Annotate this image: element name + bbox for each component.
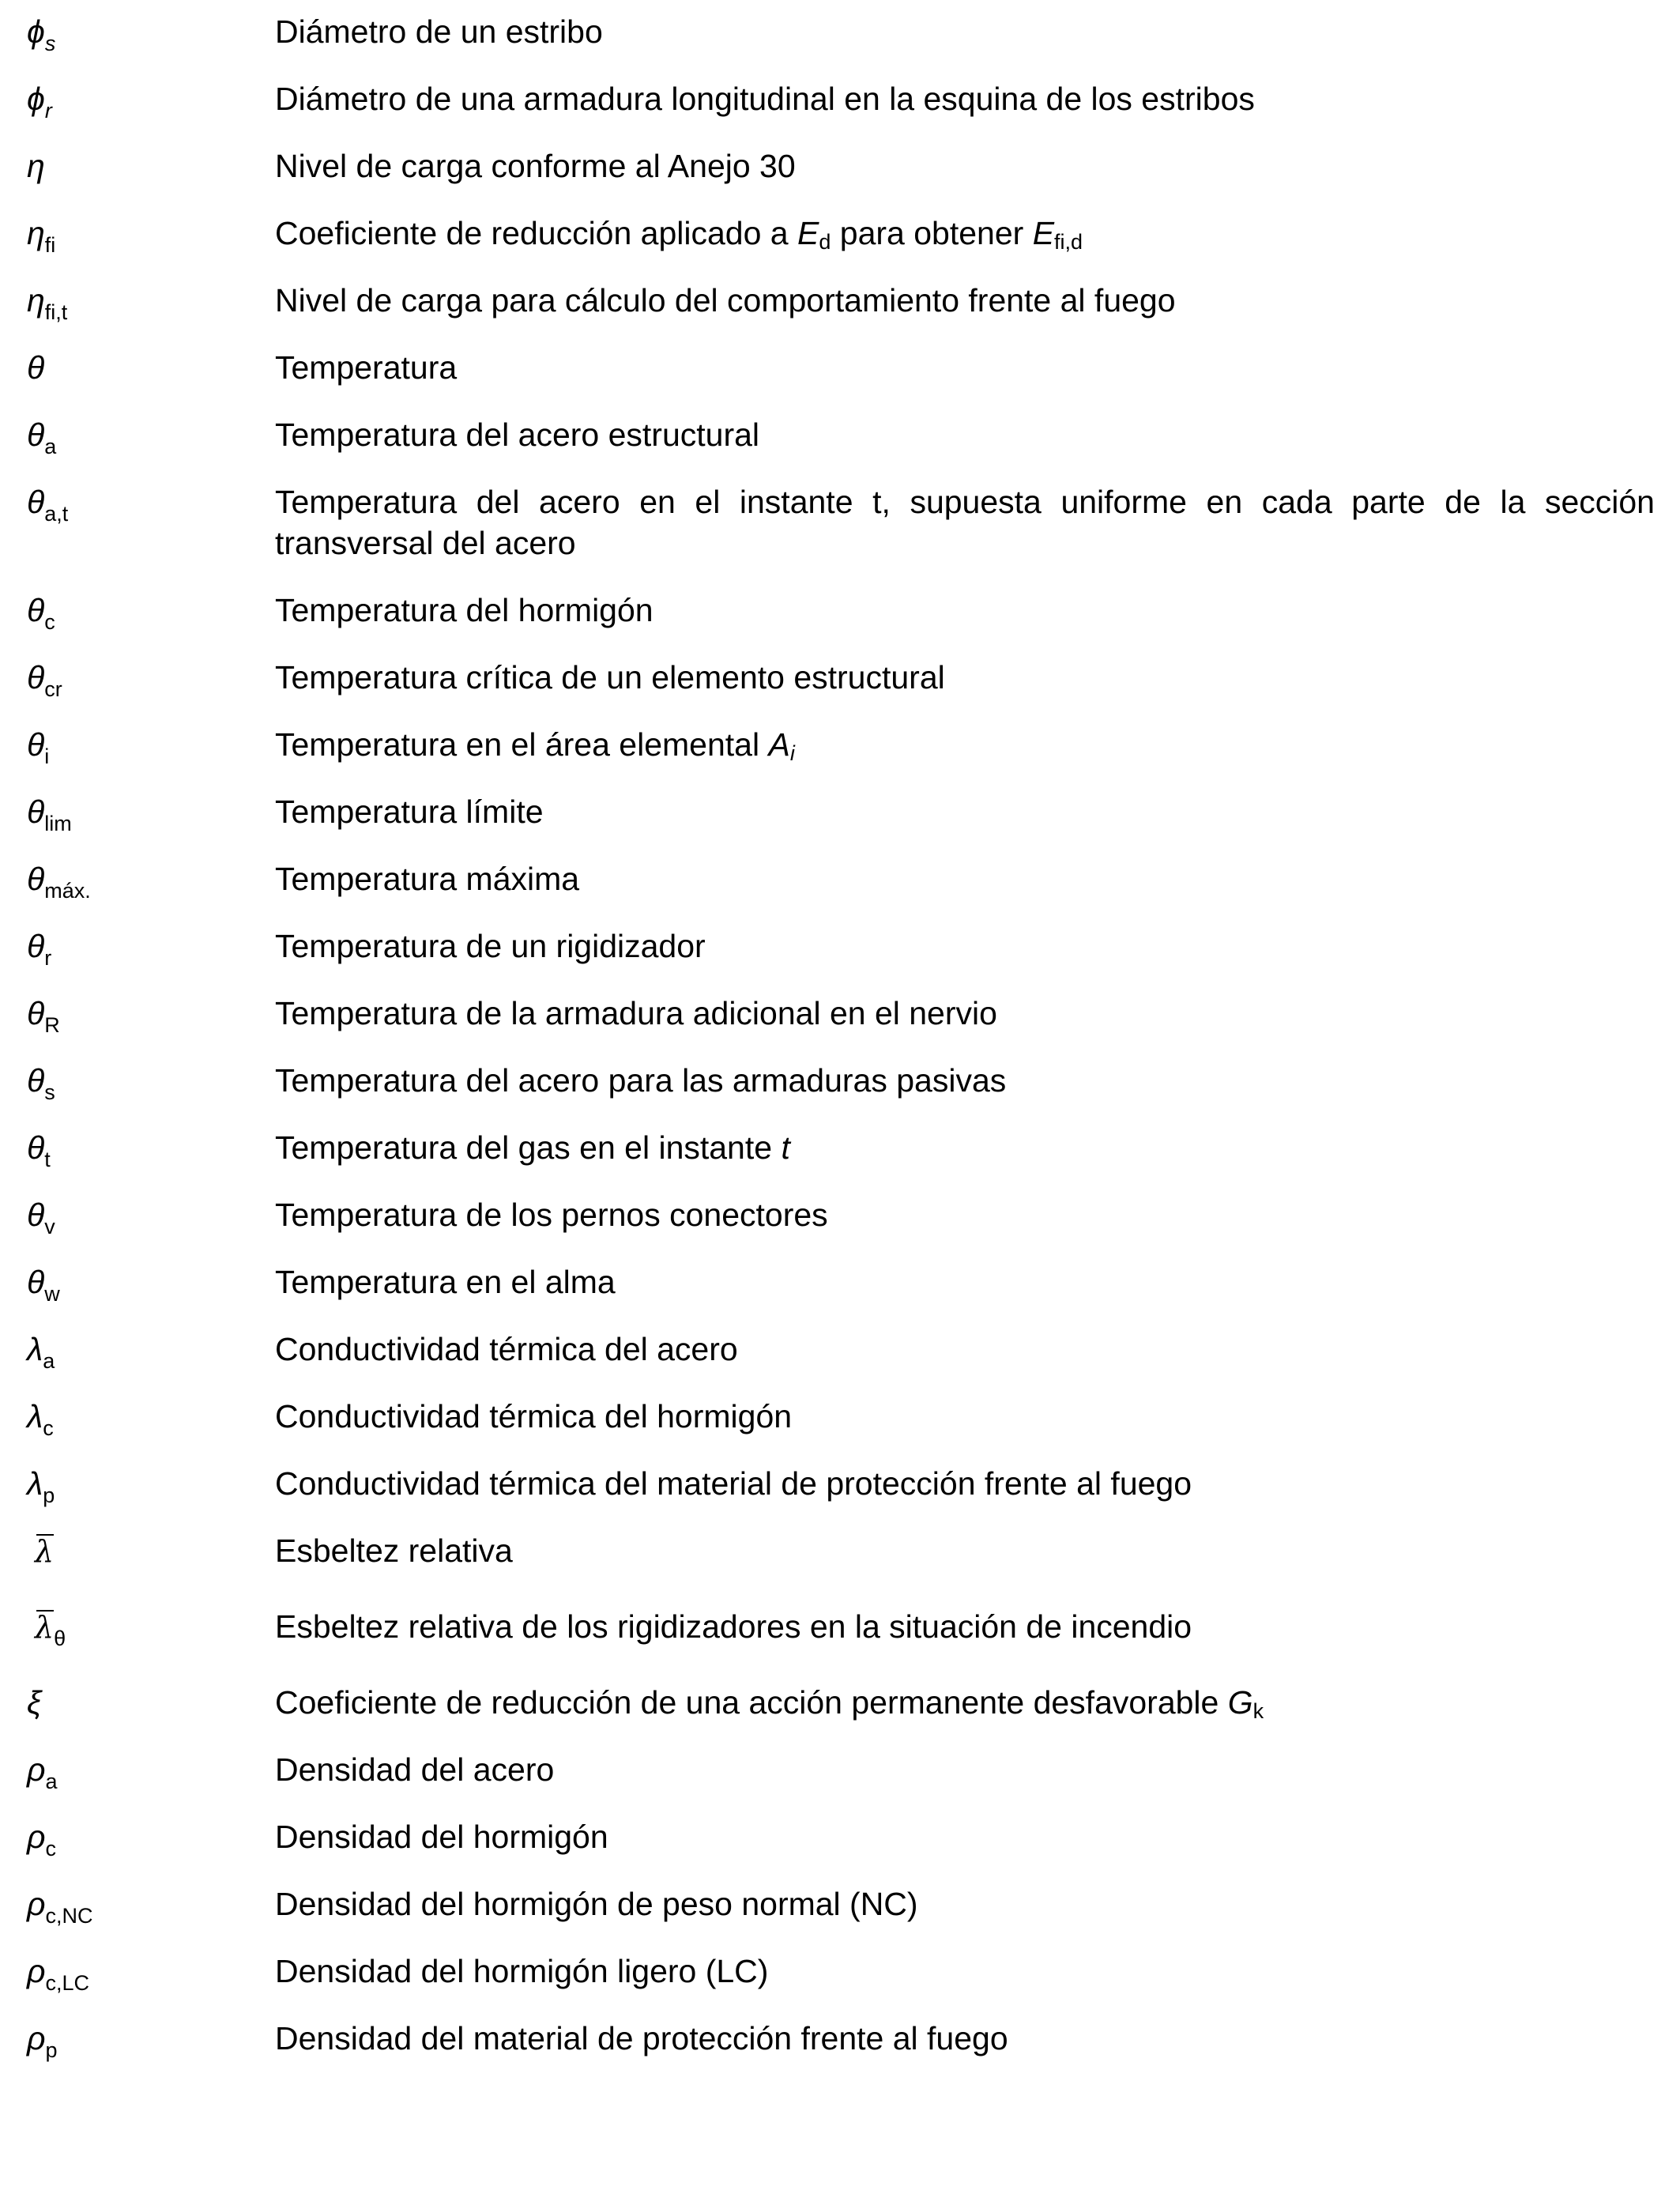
- symbol-row: [27, 858, 1655, 925]
- symbol-row: [27, 1530, 1655, 1606]
- symbol: $\theta_r$: [27, 928, 52, 970]
- symbol-description: Coeficiente de reducción aplicado a $E_d$ para obtener $E_{fi,d}$: [275, 215, 1083, 254]
- symbol: $\rho_{c,NC}$: [27, 1886, 93, 1928]
- symbol: $\eta_{fi,t}$: [27, 282, 68, 324]
- symbol-description: Temperatura en el alma: [275, 1264, 616, 1300]
- symbol-row: [27, 1261, 1655, 1329]
- symbol-description: Nivel de carga conforme al Anejo 30: [275, 148, 796, 184]
- symbol-row: [27, 993, 1655, 1060]
- symbol-row: [27, 1951, 1655, 2018]
- symbol-description: Conductividad térmica del acero: [275, 1331, 738, 1367]
- symbol-row: [27, 414, 1655, 481]
- symbol-description: Temperatura del hormigón: [275, 592, 654, 628]
- symbol-row: [27, 1396, 1655, 1463]
- symbol-description: Nivel de carga para cálculo del comportamiento frente al fuego: [275, 282, 1176, 319]
- symbol-row: [27, 1816, 1655, 1883]
- symbol: ξ: [27, 1684, 42, 1721]
- symbol-description: Esbeltez relativa: [275, 1532, 513, 1569]
- symbol-row: [27, 1127, 1655, 1194]
- symbol: $\theta_w$: [27, 1264, 60, 1306]
- lambda-bar-symbol: λ: [35, 1607, 54, 1648]
- symbol: $\theta_c$: [27, 592, 55, 634]
- symbol-row: [27, 1682, 1655, 1749]
- symbol: $\theta_{cr}$: [27, 659, 62, 701]
- symbol-row: [27, 724, 1655, 791]
- symbol-row: [27, 657, 1655, 724]
- symbol: $\lambda_c$: [27, 1398, 54, 1440]
- symbol: η: [27, 148, 45, 184]
- symbol-description: Temperatura crítica de un elemento estructural: [275, 659, 945, 696]
- symbol-description: Temperatura de un rigidizador: [275, 928, 706, 964]
- symbol-description: Diámetro de una armadura longitudinal en la esquina de los estribos: [275, 81, 1255, 117]
- symbol-description: Densidad del hormigón: [275, 1819, 608, 1855]
- symbol: [27, 1530, 275, 1572]
- symbol: $\theta_s$: [27, 1062, 55, 1104]
- symbol-description: Temperatura del acero para las armaduras pasivas: [275, 1062, 1007, 1099]
- symbol-description: Densidad del hormigón ligero (LC): [275, 1953, 769, 1989]
- symbol-description: Temperatura de los pernos conectores: [275, 1197, 828, 1233]
- symbol-description: Densidad del material de protección frente al fuego: [275, 2020, 1008, 2056]
- symbol-row: [27, 2018, 1655, 2085]
- symbol: $\theta_{máx.}$: [27, 861, 91, 903]
- symbol: $\rho_a$: [27, 1751, 58, 1793]
- symbol-description: Temperatura en el área elemental $A_i$: [275, 726, 795, 765]
- symbol-description: Diámetro de un estribo: [275, 13, 603, 50]
- symbol: $\theta_{a,t}$: [27, 484, 69, 526]
- symbol-row: [27, 213, 1655, 280]
- symbol-row: [27, 1463, 1655, 1530]
- symbol: $\rho_c$: [27, 1819, 56, 1860]
- symbol: θ: [27, 349, 45, 386]
- symbol-row: [27, 1194, 1655, 1261]
- symbol: $\theta_v$: [27, 1197, 55, 1238]
- symbol-description: Temperatura del gas en el instante t: [275, 1129, 790, 1166]
- symbol-description: Temperatura máxima: [275, 861, 580, 897]
- symbol-row: [27, 11, 1655, 78]
- symbol: $\rho_p$: [27, 2020, 58, 2062]
- symbol: $\theta_i$: [27, 726, 50, 768]
- symbol: $\theta_R$: [27, 995, 60, 1037]
- symbol-description: Conductividad térmica del hormigón: [275, 1398, 793, 1434]
- symbol-description: Esbeltez relativa de los rigidizadores en la situación de incendio: [275, 1608, 1192, 1645]
- symbol: $\theta_a$: [27, 417, 57, 458]
- symbol-description: Temperatura límite: [275, 794, 544, 830]
- symbol-description: Temperatura del acero en el instante t, supuesta uniforme en cada parte de la sección transversal del acero: [275, 484, 1655, 561]
- symbol-row: [27, 925, 1655, 993]
- symbol-row: [27, 1606, 1655, 1682]
- symbol-description: Temperatura del acero estructural: [275, 417, 760, 453]
- symbol-description: Temperatura: [275, 349, 458, 386]
- symbol-row: [27, 791, 1655, 858]
- symbol-row: [27, 481, 1655, 590]
- symbol-description: Conductividad térmica del material de protección frente al fuego: [275, 1465, 1192, 1502]
- symbol-row: [27, 1329, 1655, 1396]
- symbol: $\theta_t$: [27, 1129, 51, 1171]
- symbol-row: [27, 1883, 1655, 1951]
- symbol-row: [27, 145, 1655, 213]
- symbol-description: Coeficiente de reducción de una acción permanente desfavorable $G_k$: [275, 1684, 1264, 1723]
- symbol: $\lambda_p$: [27, 1465, 55, 1507]
- symbol: $\lambda_a$: [27, 1331, 55, 1373]
- symbol-description: Densidad del acero: [275, 1751, 555, 1788]
- symbol-row: [27, 347, 1655, 414]
- symbol: $\lambda_\theta$: [27, 1606, 275, 1648]
- symbol-description: Densidad del hormigón de peso normal (NC): [275, 1886, 918, 1922]
- symbol-row: [27, 590, 1655, 657]
- symbol: $\eta_{fi}$: [27, 215, 56, 257]
- symbol: $\theta_{lim}$: [27, 794, 72, 835]
- symbol-row: [27, 78, 1655, 145]
- symbol-list: [27, 11, 1655, 2085]
- symbol-description: Temperatura de la armadura adicional en el nervio: [275, 995, 997, 1031]
- symbol: $\phi_r$: [27, 81, 52, 123]
- symbol-row: [27, 1749, 1655, 1816]
- symbol-row: [27, 280, 1655, 347]
- symbol: $\phi_s$: [27, 13, 56, 55]
- symbol: $\rho_{c,LC}$: [27, 1953, 90, 1995]
- lambda-bar-symbol: λ: [35, 1531, 54, 1572]
- symbol-row: [27, 1060, 1655, 1127]
